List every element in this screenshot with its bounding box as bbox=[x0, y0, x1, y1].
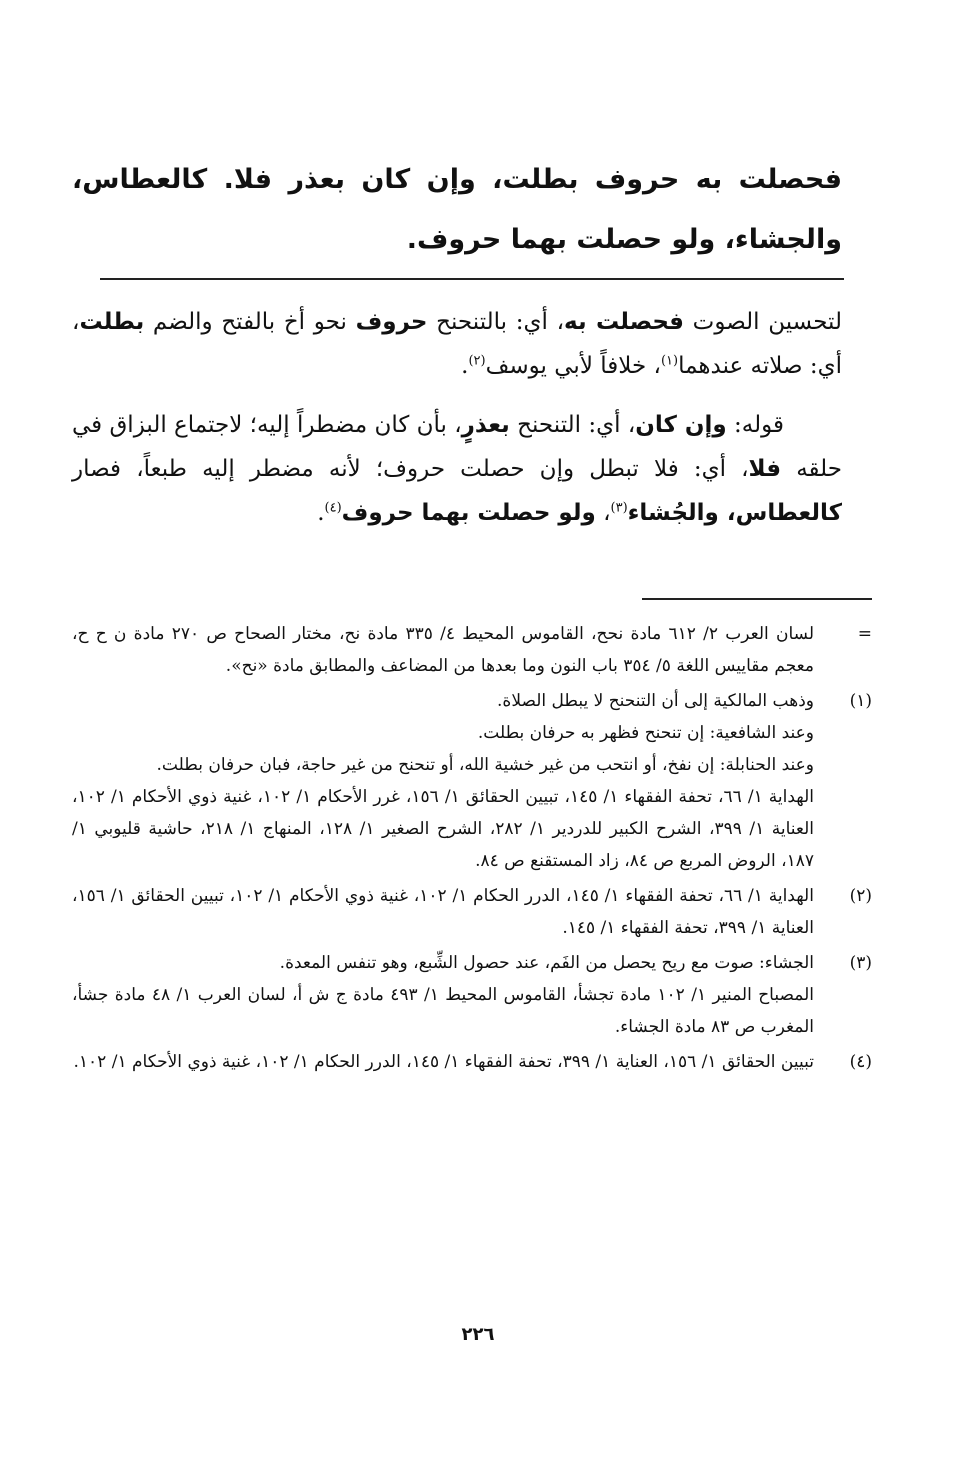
quoted-matn: وإن كان bbox=[635, 412, 727, 438]
footnote-marker: (٤) bbox=[849, 1052, 872, 1072]
footnote-ref[interactable]: (٤) bbox=[324, 500, 342, 516]
quoted-matn: فحصلت به bbox=[564, 309, 684, 335]
sharh-paragraph-2 bbox=[72, 403, 842, 535]
sharh-text: ، أي: بالتنحنح bbox=[427, 309, 564, 335]
footnote-body bbox=[72, 618, 814, 682]
footnote-1 bbox=[72, 685, 872, 877]
quoted-matn: فلا bbox=[748, 456, 782, 482]
sharh-text: نحو أخ بالفتح والضم bbox=[144, 309, 356, 335]
footnote-body bbox=[72, 685, 814, 877]
sharh-text: ، أي: صلاته عندهما bbox=[72, 309, 842, 379]
footnote-line: الهداية ١/ ٦٦، تحفة الفقهاء ١/ ١٤٥، الدرر الحكام ١/ ١٠٢، غنية ذوي الأحكام ١/ ١٠٢، تبيين الحقائق ١/ ١٥٦، العناية ١/ ٣٩٩، تحفة الفقهاء ١/ ١٤٥. bbox=[72, 886, 814, 938]
footnote-divider bbox=[642, 598, 872, 600]
sharh-text: . bbox=[317, 500, 325, 526]
quoted-matn: حروف bbox=[355, 309, 428, 335]
sharh-text: لتحسين الصوت bbox=[684, 309, 842, 335]
footnote-ref[interactable]: (١) bbox=[660, 353, 679, 369]
footnote-line: الجشاء: صوت مع ريح يحصل من الفَم، عند حصول الشِّبع، وهو تنفس المعدة. bbox=[279, 953, 814, 973]
page-number: ٢٢٦ bbox=[461, 1324, 495, 1345]
footnote-continuation bbox=[72, 618, 872, 682]
footnote-ref[interactable]: (٣) bbox=[610, 500, 628, 516]
footnote-body bbox=[72, 880, 814, 944]
sharh-text: ، بأن كان مضطراً إليه؛ لاجتماع البزاق في حلقه bbox=[71, 412, 842, 482]
footnote-marker: (١) bbox=[849, 691, 872, 711]
footnote-line: وذهب المالكية إلى أن التنحنح لا يبطل الصلاة. bbox=[497, 691, 814, 711]
quoted-matn: كالعطاس، والجُشاء bbox=[627, 500, 842, 526]
sharh-text: قوله: bbox=[726, 412, 784, 438]
footnote-2 bbox=[72, 880, 872, 944]
footnote-line: وعند الشافعية: إن تنحنح فظهر به حرفان بطلت. bbox=[477, 723, 814, 743]
footnote-line: الهداية ١/ ٦٦، تحفة الفقهاء ١/ ١٤٥، تبيين الحقائق ١/ ١٥٦، غرر الأحكام ١/ ١٠٢، غنية ذوي الأحكام ١/ ١٠٢، العناية ١/ ٣٩٩، الشرح الكبير للدردير ١/ ٢٨٢، الشرح الصغير ١/ ١٢٨، المنهاج ١/ ٢١٨، حاشية قليوبي ١/ ١٨٧، الروض المربع ص ٨٤، زاد المستقنع ص ٨٤. bbox=[72, 787, 814, 871]
footnote-body bbox=[72, 1046, 814, 1078]
footnote-marker: = bbox=[857, 624, 872, 644]
sharh-commentary bbox=[72, 300, 842, 550]
footnote-marker: (٢) bbox=[849, 886, 872, 906]
sharh-paragraph-1 bbox=[72, 300, 842, 388]
footnote-body bbox=[72, 947, 814, 1043]
footnote-ref[interactable]: (٢) bbox=[468, 353, 486, 369]
sharh-text: ، خلافاً لأبي يوسف bbox=[485, 353, 661, 379]
sharh-text: ، أي: التنحنح bbox=[509, 412, 636, 438]
footnote-line: وعند الحنابلة: إن نفخ، أو انتحب من غير خشية الله، أو تنحنح من غير حاجة، فبان حرفان بطلت. bbox=[156, 755, 814, 775]
matn-text: فحصلت به حروف بطلت، وإن كان بعذر فلا. كالعطاس، والجشاء، ولو حصلت بهما حروف. bbox=[72, 164, 842, 255]
section-divider bbox=[100, 278, 844, 280]
quoted-matn: ولو حصلت بهما حروف bbox=[341, 500, 596, 526]
sharh-text: ، أي: فلا تبطل وإن حصلت حروف؛ لأنه مضطر إليه طبعاً، فصار bbox=[72, 456, 749, 482]
footnote-line: المصباح المنير ١/ ١٠٢ مادة تجشأ، القاموس المحيط ١/ ٤٩٣ مادة ج ش أ، لسان العرب ١/ ٤٨ مادة جشأ، المغرب ص ٨٣ مادة الجشاء. bbox=[72, 985, 814, 1037]
quoted-matn: بطلت bbox=[79, 309, 145, 335]
footnote-line: تبيين الحقائق ١/ ١٥٦، العناية ١/ ٣٩٩، تحفة الفقهاء ١/ ١٤٥، الدرر الحكام ١/ ١٠٢، غنية ذوي الأحكام ١/ ١٠٢. bbox=[73, 1052, 814, 1072]
sharh-text: ، bbox=[595, 500, 611, 526]
footnotes bbox=[72, 618, 872, 1081]
footnote-4 bbox=[72, 1046, 872, 1078]
sharh-text: . bbox=[461, 353, 469, 379]
quoted-matn: بعذرٍ bbox=[461, 412, 510, 438]
footnote-line: لسان العرب ٢/ ٦١٢ مادة نحح، القاموس المحيط ٤/ ٣٣٥ مادة نح، مختار الصحاح ص ٢٧٠ مادة ن ح ح، معجم مقاييس اللغة ٥/ ٣٥٤ باب النون وما بعدها من المضاعف والمطابق مادة «نح». bbox=[72, 624, 814, 676]
footnote-marker: (٣) bbox=[849, 953, 872, 973]
footnote-3 bbox=[72, 947, 872, 1043]
